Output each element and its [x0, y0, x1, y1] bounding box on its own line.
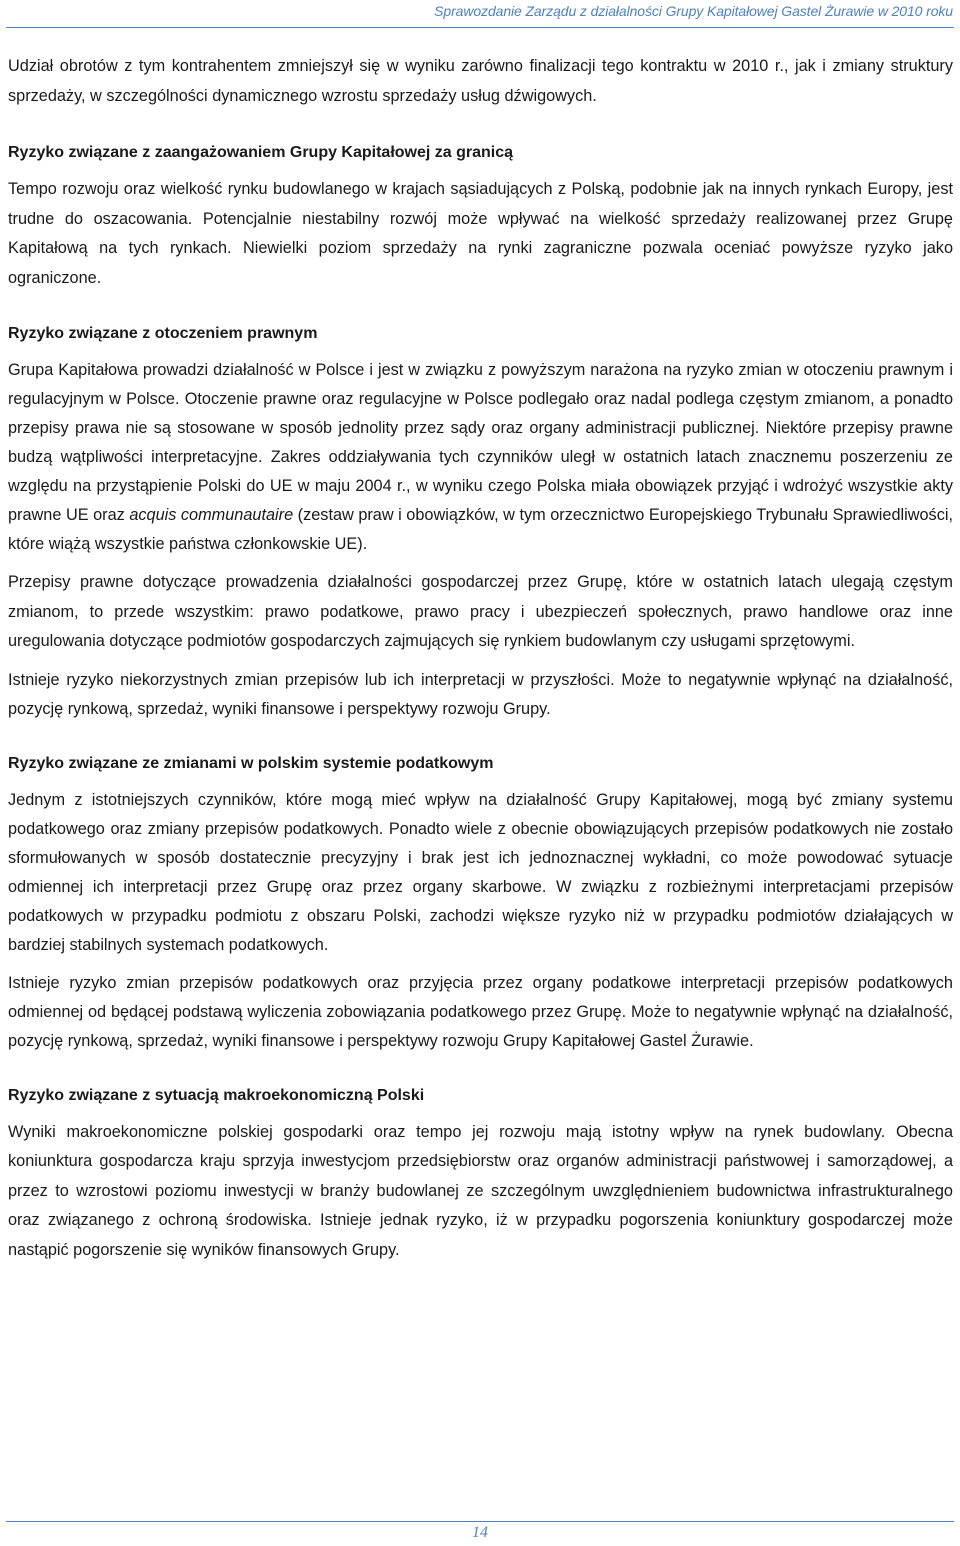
legal-text-before: Grupa Kapitałowa prowadzi działalność w Polsce i jest w związku z powyższym narażona na ryzyko zmian w otoczeniu prawnym i regulacyjnym w Polsce. Otoczenie prawne oraz regulacyjne w Polsce podlegało oraz nadal podlega częstym zmianom, a ponadto przepisy prawa nie są stosowane w sposób jednolity przez sądy oraz organy administracji publicznej. Niektóre przepisy prawne budzą wątpliwości interpretacyjne. Zakres oddziaływania tych czynników uległ w ostatnich latach znacznemu poszerzeniu ze względu na przystąpienie Polski do UE w maju 2004 r., w wyniku czego Polska miała obowiązek przyjąć i wdrożyć wszystkie akty prawne UE oraz	[8, 361, 953, 524]
foreign-risk-paragraph: Tempo rozwoju oraz wielkość rynku budowlanego w krajach sąsiadujących z Polską, podobnie jak na innych rynkach Europy, jest trudne do oszacowania. Potencjalnie niestabilny rozwój może wpływać na wielkość sprzedaży realizowanej przez Grupę Kapitałową na tych rynkach. Niewielki poziom sprzedaży na rynki zagraniczne pozwala oceniać powyższe ryzyko jako ograniczone.	[8, 180, 953, 287]
header-divider	[6, 27, 954, 28]
legal-text-after: (zestaw praw i obowiązków, w tym orzecznictwo Europejskiego Trybunału Sprawiedliwości, które wiążą wszystkie państwa członkowskie UE).	[8, 506, 953, 553]
running-header: Sprawozdanie Zarządu z działalności Grupy Kapitałowej Gastel Żurawie w 2010 roku	[434, 3, 953, 19]
legal-risk-paragraph-3: Istnieje ryzyko niekorzystnych zmian przepisów lub ich interpretacji w przyszłości. Może to negatywnie wpłynąć na działalność, pozycję rynkową, sprzedaż, wyniki finansowe i perspektywy rozwoju Grupy.	[8, 670, 953, 718]
heading-macro-risk: Ryzyko związane z sytuacją makroekonomiczną Polski	[8, 1086, 425, 1104]
page-number: 14	[472, 1524, 488, 1541]
legal-risk-paragraph-1	[8, 356, 953, 559]
tax-risk-paragraph-1: Jednym z istotniejszych czynników, które mogą mieć wpływ na działalność Grupy Kapitałowej, mogą być zmiany systemu podatkowego oraz zmiany przepisów podatkowych. Ponadto wiele z obecnie obowiązujących przepisów podatkowych nie zostało sformułowanych w sposób dostatecznie precyzyjny i brak jest ich jednoznacznej wykładni, co może powodować sytuacje odmiennej ich interpretacji przez Grupę oraz przez organy skarbowe. W związku z rozbieżnymi interpretacjami przepisów podatkowych w przypadku podmiotu z obszaru Polski, zachodzi większe ryzyko niż w przypadku podmiotów działających w bardziej stabilnych systemach podatkowych.	[8, 790, 953, 954]
tax-risk-paragraph-2: Istnieje ryzyko zmian przepisów podatkowych oraz przyjęcia przez organy podatkowe interpretacji przepisów podatkowych odmiennej od będącej podstawą wyliczenia zobowiązania podatkowego przez Grupę. Może to negatywnie wpłynąć na działalność, pozycję rynkową, sprzedaż, wyniki finansowe i perspektywy rozwoju Grupy Kapitałowej Gastel Żurawie.	[8, 973, 953, 1050]
heading-foreign-risk: Ryzyko związane z zaangażowaniem Grupy Kapitałowej za granicą	[8, 144, 514, 161]
macro-risk-paragraph: Wyniki makroekonomiczne polskiej gospodarki oraz tempo jej rozwoju mają istotny wpływ na rynek budowlany. Obecna koniunktura gospodarcza kraju sprzyja inwestycjom przedsiębiorstw oraz organów administracji państwowej i samorządowej, a przez to wzrostowi poziomu inwestycji w branży budowlanej ze szczególnym uwzględnieniem budownictwa infrastrukturalnego oraz związanego z ochroną środowiska. Istnieje jednak ryzyko, iż w przypadku pogorszenia koniunktury gospodarczej może nastąpić pogorszenie się wyników finansowych Grupy.	[8, 1122, 953, 1259]
footer-divider	[6, 1521, 954, 1522]
page-body	[8, 52, 953, 1265]
legal-text-italic-term: acquis communautaire	[129, 506, 294, 524]
legal-risk-paragraph-2: Przepisy prawne dotyczące prowadzenia działalności gospodarczej przez Grupę, które w ostatnich latach ulegają częstym zmianom, to przede wszystkim: prawo podatkowe, prawo pracy i ubezpieczeń społecznych, prawo handlowe oraz inne uregulowania dotyczące podmiotów gospodarczych zajmujących się rynkiem budowlanym czy usługami sprzętowymi.	[8, 573, 953, 650]
intro-paragraph: Udział obrotów z tym kontrahentem zmniejszył się w wyniku zarówno finalizacji tego kontraktu w 2010 r., jak i zmiany struktury sprzedaży, w szczególności dynamicznego wzrostu sprzedaży usług dźwigowych.	[8, 57, 953, 105]
heading-legal-risk: Ryzyko związane z otoczeniem prawnym	[8, 325, 318, 342]
heading-tax-risk: Ryzyko związane ze zmianami w polskim systemie podatkowym	[8, 754, 494, 772]
